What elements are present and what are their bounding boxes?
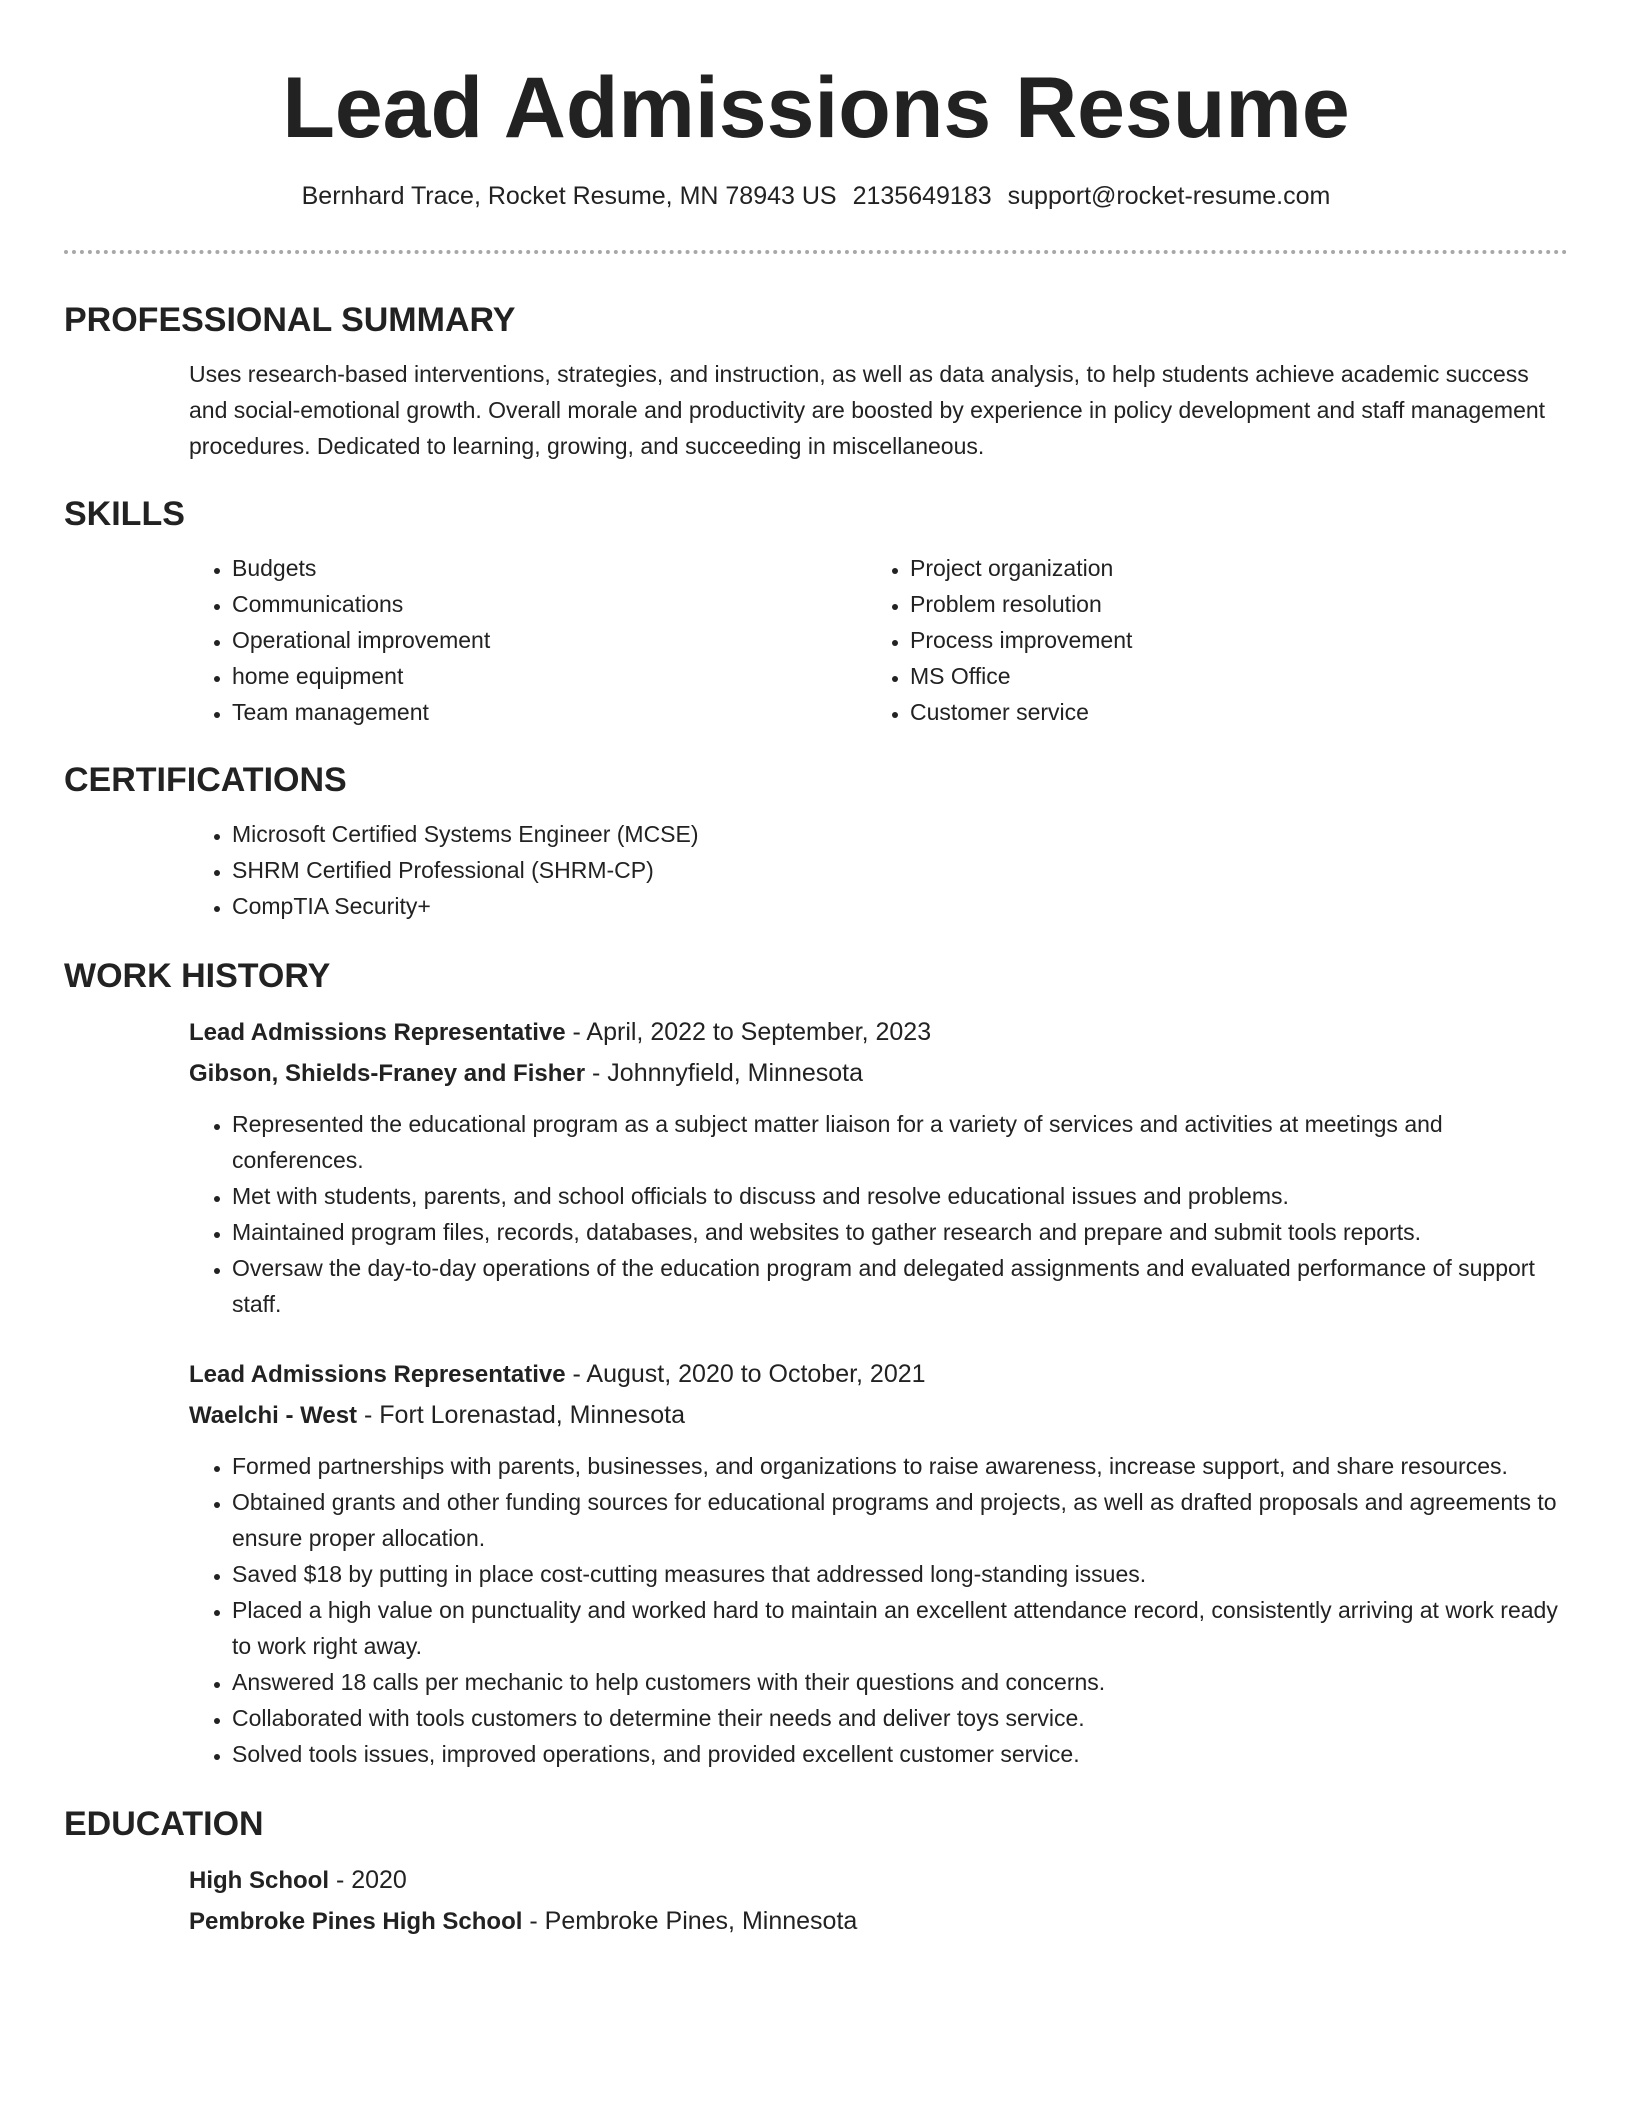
job-entry <box>189 1012 1568 1322</box>
contact-email[interactable]: support@rocket-resume.com <box>1007 182 1331 210</box>
job-bullets <box>189 1106 1568 1322</box>
work-history-section <box>64 952 1568 1772</box>
certification-item: • CompTIA Security+ <box>232 888 1568 924</box>
summary-text: Uses research-based interventions, strategies, and instruction, as well as data analysis, to help students achieve academic success and social-emotional growth. Overall morale and productivity are boosted by experience in policy development and staff management procedures. Dedicated to learning, growing, and succeeding in miscellaneous. <box>189 361 1546 459</box>
skills-section <box>64 490 1568 730</box>
job-bullet: • Collaborated with tools customers to determine their needs and deliver toys service. <box>232 1700 1568 1736</box>
job-location: - Johnnyfield, Minnesota <box>585 1059 864 1087</box>
certification-item: • Microsoft Certified Systems Engineer (MCSE) <box>232 816 1568 852</box>
skills-column-left <box>189 550 867 730</box>
education-section <box>64 1800 1568 1942</box>
job-entry <box>189 1354 1568 1772</box>
skill-item: • Budgets <box>232 550 867 586</box>
skill-item: • Customer service <box>910 694 1545 730</box>
header-divider <box>64 250 1568 254</box>
education-heading: EDUCATION <box>64 1805 264 1843</box>
job-company-line <box>189 1053 1568 1094</box>
page-title: Lead Admissions Resume <box>282 60 1350 156</box>
job-bullet: • Met with students, parents, and school officials to discuss and resolve educational issues and problems. <box>232 1178 1568 1214</box>
certifications-heading: CERTIFICATIONS <box>64 761 347 799</box>
job-company: Waelchi - West <box>189 1402 358 1429</box>
job-bullets <box>189 1448 1568 1772</box>
certifications-list <box>189 816 1568 924</box>
job-bullet: • Formed partnerships with parents, businesses, and organizations to raise awareness, increase support, and share resources. <box>232 1448 1568 1484</box>
job-bullet: • Saved $18 by putting in place cost-cutting measures that addressed long-standing issues. <box>232 1556 1568 1592</box>
education-degree: High School <box>189 1867 329 1894</box>
summary-heading: PROFESSIONAL SUMMARY <box>64 301 516 339</box>
job-bullet: • Solved tools issues, improved operations, and provided excellent customer service. <box>232 1736 1568 1772</box>
work-history-heading: WORK HISTORY <box>64 957 331 995</box>
certification-item: • SHRM Certified Professional (SHRM-CP) <box>232 852 1568 888</box>
job-location: - Fort Lorenastad, Minnesota <box>357 1401 685 1429</box>
skill-item: • Process improvement <box>910 622 1545 658</box>
job-bullet: • Answered 18 calls per mechanic to help customers with their questions and concerns. <box>232 1664 1568 1700</box>
education-location: - Pembroke Pines, Minnesota <box>522 1907 858 1935</box>
skill-item: • home equipment <box>232 658 867 694</box>
job-company: Gibson, Shields-Franey and Fisher <box>189 1060 586 1087</box>
job-title-line <box>189 1354 1568 1395</box>
job-title: Lead Admissions Representative <box>189 1361 566 1388</box>
job-title: Lead Admissions Representative <box>189 1019 566 1046</box>
education-year: - 2020 <box>329 1866 407 1894</box>
skill-item: • Operational improvement <box>232 622 867 658</box>
education-degree-line <box>189 1860 1568 1901</box>
job-company-line <box>189 1395 1568 1436</box>
job-dates: - April, 2022 to September, 2023 <box>565 1018 932 1046</box>
skills-heading: SKILLS <box>64 495 185 533</box>
skill-item: • Problem resolution <box>910 586 1545 622</box>
job-bullet: • Obtained grants and other funding sources for educational programs and projects, as well as drafted proposals and agreements to ensure proper allocation. <box>232 1484 1568 1556</box>
job-bullet: • Oversaw the day-to-day operations of the education program and delegated assignments and evaluated performance of support staff. <box>232 1250 1568 1322</box>
contact-address: Bernhard Trace, Rocket Resume, MN 78943 US <box>301 182 837 210</box>
education-school-line <box>189 1901 1568 1942</box>
resume-content <box>64 296 1568 1942</box>
skill-item: • Team management <box>232 694 867 730</box>
job-title-line <box>189 1012 1568 1053</box>
job-dates: - August, 2020 to October, 2021 <box>565 1360 926 1388</box>
skills-list <box>189 550 1568 730</box>
skill-item: • MS Office <box>910 658 1545 694</box>
contact-line <box>0 180 1632 212</box>
certifications-section <box>64 756 1568 924</box>
job-bullet: • Maintained program files, records, databases, and websites to gather research and prepare and submit tools reports. <box>232 1214 1568 1250</box>
skills-column-right <box>867 550 1545 730</box>
job-bullet: • Represented the educational program as a subject matter liaison for a variety of services and activities at meetings and conferences. <box>232 1106 1568 1178</box>
summary-section <box>64 296 1568 464</box>
education-school: Pembroke Pines High School <box>189 1908 523 1935</box>
contact-phone: 2135649183 <box>852 182 992 210</box>
job-bullet: • Placed a high value on punctuality and worked hard to maintain an excellent attendance record, consistently arriving at work ready to work right away. <box>232 1592 1568 1664</box>
skill-item: • Communications <box>232 586 867 622</box>
skill-item: • Project organization <box>910 550 1545 586</box>
